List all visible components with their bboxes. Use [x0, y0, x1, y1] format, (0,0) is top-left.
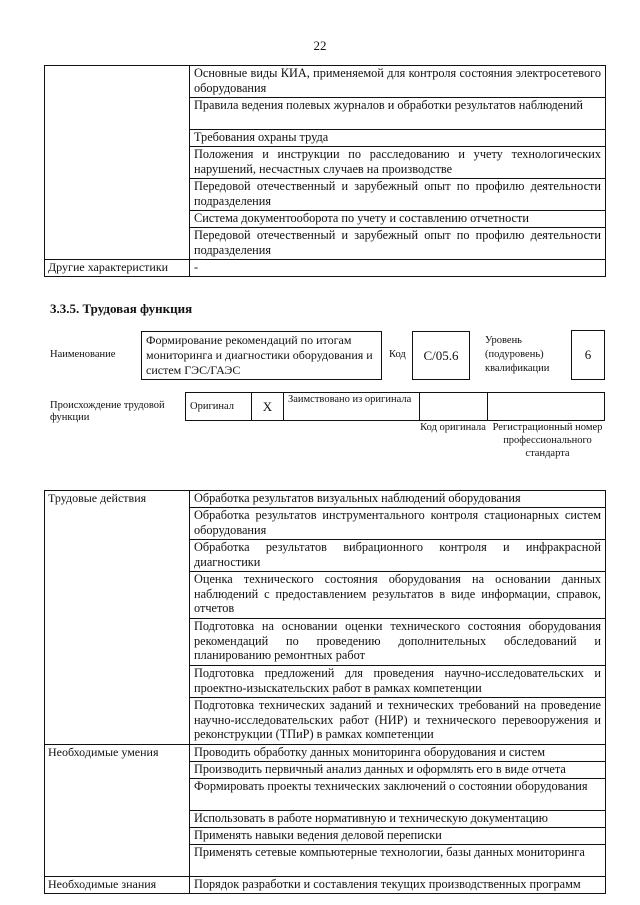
qualification-level-box: 6	[571, 330, 605, 380]
skills-label: Необходимые умения	[45, 745, 190, 877]
table-row: Передовой отечественный и зарубежный опыт по профилю деятельности подразделения	[190, 179, 606, 211]
table-row: Передовой отечественный и зарубежный опыт по профилю деятельности подразделения	[190, 228, 606, 260]
table-row: Проводить обработку данных мониторинга оборудования и систем	[190, 745, 606, 762]
table-row: Формировать проекты технических заключений о состоянии оборудования	[190, 779, 606, 811]
table-row: Система документооборота по учету и составлению отчетности	[190, 211, 606, 228]
level-label-line: (подуровень)	[485, 349, 544, 360]
table-row: Требования охраны труда	[190, 130, 606, 147]
origin-table	[185, 392, 605, 421]
reg-number-caption: Регистрационный номер профессионального стандарта	[492, 422, 603, 459]
actions-label: Трудовые действия	[45, 491, 190, 745]
table-row: Правила ведения полевых журналов и обработки результатов наблюдений	[190, 98, 606, 130]
function-code-box: C/05.6	[412, 331, 470, 380]
label-cell-empty	[45, 66, 190, 260]
table-row: Использовать в работе нормативную и техническую документацию	[190, 811, 606, 828]
table-row: Подготовка предложений для проведения научно-исследовательских и проектно-изыскательских работ в рамках компетенции	[190, 666, 606, 698]
table-row: Подготовка на основании оценки технического состояния оборудования рекомендаций по проведению дополнительных обследований и планированию ремонтных работ	[190, 619, 606, 666]
code-original-cell	[420, 393, 488, 421]
knowledge-label: Необходимые знания	[45, 877, 190, 894]
table-row: Обработка результатов вибрационного контроля и инфракрасной диагностики	[190, 540, 606, 572]
other-characteristics-label: Другие характеристики	[45, 260, 190, 277]
table-row: Применять навыки ведения деловой переписки	[190, 828, 606, 845]
table-row: Положения и инструкции по расследованию и учету технологических нарушений, несчастных случаев на производстве	[190, 147, 606, 179]
table-row: Порядок разработки и составления текущих производственных программ	[190, 877, 606, 894]
table-row: Подготовка технических заданий и технических требований на проведение научно-исследовательских работ (НИР) и технического перевооружения и реконструкции (ТПиР) в рамках компетенции	[190, 698, 606, 745]
origin-label: Происхождение трудовой функции	[50, 400, 165, 423]
reg-number-cell	[488, 393, 605, 421]
table-row: Обработка результатов визуальных наблюдений оборудования	[190, 491, 606, 508]
function-name-box: Формирование рекомендаций по итогам мониторинга и диагностики оборудования и систем ГЭС/ГАЭС	[141, 331, 382, 380]
table-row: Производить первичный анализ данных и оформлять его в виде отчета	[190, 762, 606, 779]
code-original-caption: Код оригинала	[420, 422, 486, 433]
knowledge-table-continued	[44, 65, 606, 277]
origin-borrowed-label: Заимствовано из оригинала	[284, 393, 420, 421]
name-label: Наименование	[50, 349, 116, 360]
qualification-level-label	[485, 334, 549, 376]
table-row: Обработка результатов инструментального контроля стационарных систем оборудования	[190, 508, 606, 540]
level-label-line: Уровень	[485, 335, 522, 346]
level-label-line: квалификации	[485, 363, 550, 374]
table-row: Оценка технического состояния оборудования на основании данных наблюдений с предоставлением результатов в виде информации, справок, отчетов	[190, 572, 606, 619]
code-label: Код	[389, 349, 406, 360]
page-number: 22	[313, 38, 327, 53]
origin-original-mark: X	[252, 393, 284, 421]
table-row: Основные виды КИА, применяемой для контроля состояния электросетевого оборудования	[190, 66, 606, 98]
section-heading: 3.3.5. Трудовая функция	[50, 301, 193, 316]
labor-function-table	[44, 490, 606, 894]
origin-original-label: Оригинал	[186, 393, 252, 421]
other-characteristics-value: -	[190, 260, 606, 277]
table-row: Применять сетевые компьютерные технологии, базы данных мониторинга	[190, 845, 606, 877]
